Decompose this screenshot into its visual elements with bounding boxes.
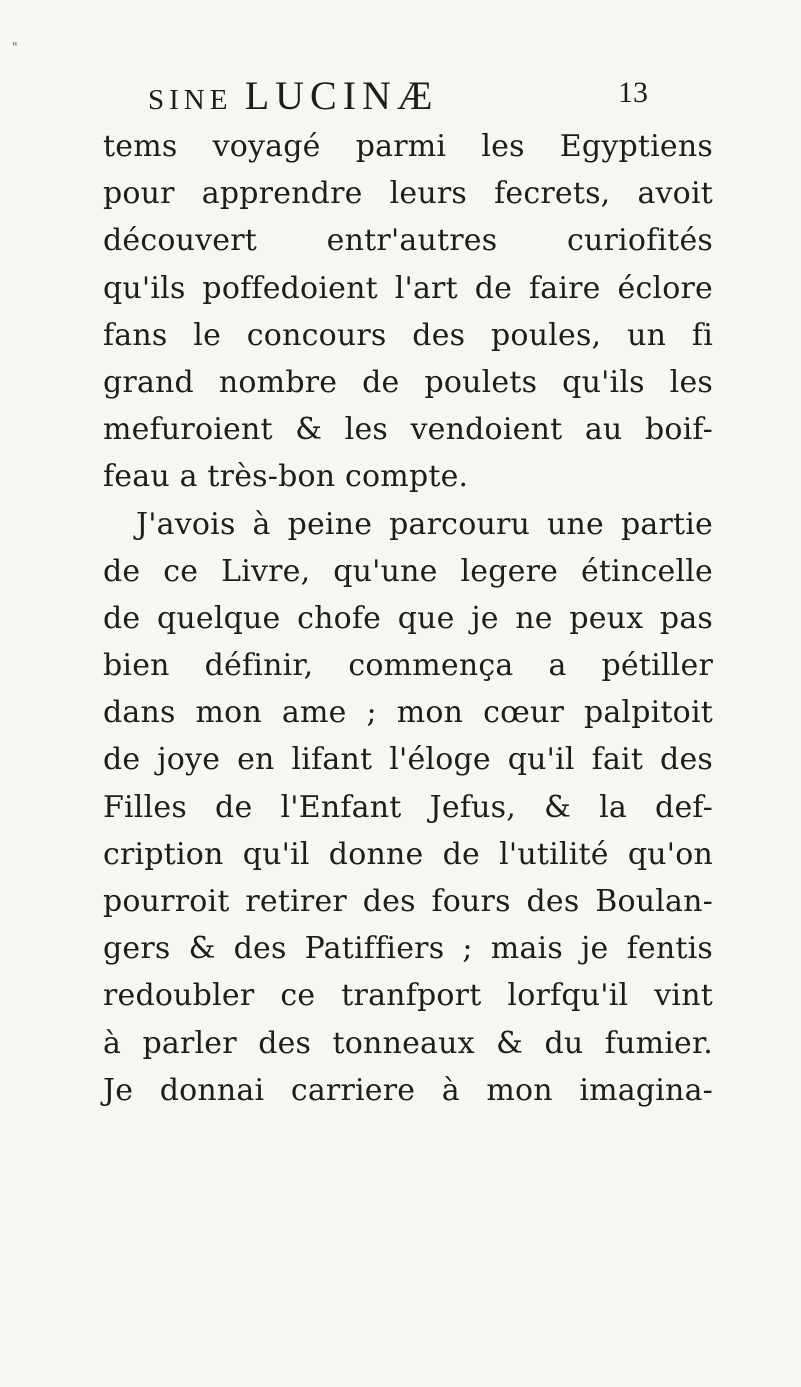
text-line: de joye en lifant l'éloge qu'il fait des — [103, 742, 713, 778]
text-line: pourroit retirer des fours des Boulan- — [103, 884, 713, 919]
text-line: de ce Livre, qu'une legere étincelle — [103, 553, 713, 589]
text-line: bien définir, commença a pétiller — [103, 648, 713, 684]
text-line: à parler des tonneaux & du fumier. — [103, 1025, 713, 1061]
text-line: découvert entr'autres curiofités — [103, 223, 713, 259]
text-line: grand nombre de poulets qu'ils les — [103, 364, 713, 400]
text-line: Je donnai carriere à mon imagina- — [103, 1072, 713, 1108]
text-line: Filles de l'Enfant Jefus, & la def- — [103, 789, 713, 825]
text-line: redoubler ce tranfport lorfqu'il vint — [103, 978, 713, 1014]
text-line: J'avois à peine parcouru une partie — [136, 506, 713, 542]
text-line: tems voyagé parmi les Egyptiens — [103, 129, 713, 164]
text-line: dans mon ame ; mon cœur palpitoit — [103, 695, 713, 731]
text-line: cription qu'il donne de l'utilité qu'on — [103, 836, 713, 872]
stray-mark: " — [12, 40, 18, 54]
page-number: 13 — [618, 76, 648, 109]
text-line: de quelque chofe que je ne peux pas — [103, 600, 713, 636]
text-line: qu'ils poffedoient l'art de faire éclore — [103, 270, 713, 306]
text-line: mefuroient & les vendoient au boif- — [103, 412, 713, 448]
running-head-title — [148, 72, 438, 119]
body-text — [103, 123, 713, 1114]
text-line: pour apprendre leurs fecrets, avoit — [103, 176, 713, 212]
text-line: feau a très-bon compte. — [103, 459, 469, 495]
text-line: gers & des Patiffiers ; mais je fentis — [103, 931, 713, 967]
running-head-sine: SINE — [148, 84, 233, 116]
running-head — [148, 70, 648, 118]
text-line: fans le concours des poules, un fi — [103, 317, 713, 353]
running-head-lucinae: LUCINÆ — [244, 73, 439, 118]
